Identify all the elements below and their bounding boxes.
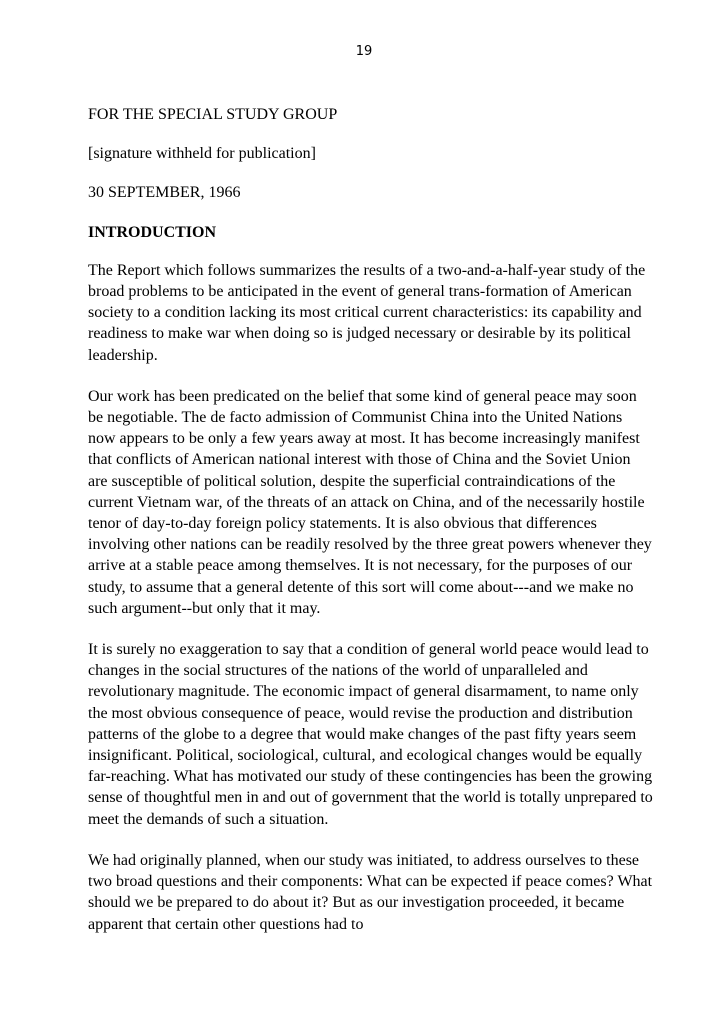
paragraph: Our work has been predicated on the belief that some kind of general peace may soon be negotiable. The de facto admission of Communist China into the United Nations now appears to be only a few years away at most. It has become increasingly manifest that conflicts of American national interest with those of China and the Soviet Union are susceptible of political solution, despite the superficial contraindications of the current Vietnam war, of the threats of an attack on China, and of the necessarily hostile tenor of day-to-day foreign policy statements. It is also obvious that differences involving other nations can be readily resolved by the three great powers whenever they arrive at a stable peace among themselves. It is not necessary, for the purposes of our study, to assume that a general detente of this sort will come about---and we make no such argument--but only that it may.: [88, 387, 652, 617]
paragraph: It is surely no exaggeration to say that a condition of general world peace would lead to changes in the social structures of the nations of the world of unparalleled and revolutionary magnitude. The economic impact of general disarmament, to name only the most obvious consequence of peace, would revise the production and distribution patterns of the globe to a degree that would make changes of the past fifty years seem insignificant. Political, sociological, cultural, and ecological changes would be equally far-reaching. What has motivated our study of these contingencies has been the growing sense of thoughtful men in and out of government that the world is totally unprepared to meet the demands of such a situation.: [88, 641, 653, 828]
document-body: [88, 104, 653, 955]
header-line-date: 30 SEPTEMBER, 1966: [88, 184, 241, 202]
paragraph: The Report which follows summarizes the results of a two-and-a-half-year study of the broad problems to be anticipated in the event of general trans-formation of American society to a condition lacking its most critical current characteristics: its capability and readiness to make war when doing so is judged necessary or desirable by its political leadership.: [88, 261, 646, 364]
header-line-study-group: FOR THE SPECIAL STUDY GROUP: [88, 106, 338, 123]
paragraph: We had originally planned, when our study was initiated, to address ourselves to these two broad questions and their components: What can be expected if peace comes? What should we be prepared to do about it? But as our investigation proceeded, it became apparent that certain other questions had to: [88, 851, 653, 933]
page-number: 19: [355, 44, 373, 59]
header-line-signature: [signature withheld for publication]: [88, 145, 316, 163]
section-heading: INTRODUCTION: [88, 223, 217, 241]
